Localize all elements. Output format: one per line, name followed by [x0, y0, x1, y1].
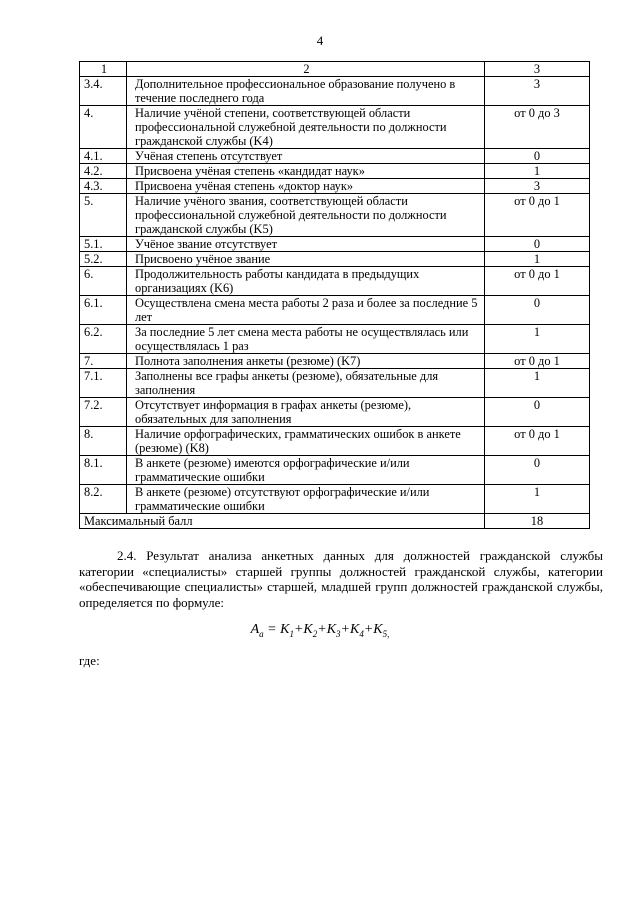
row-number: 6. [80, 267, 127, 296]
row-criterion: В анкете (резюме) имеются орфографические и/или грамматические ошибки [127, 456, 485, 485]
row-criterion: Продолжительность работы кандидата в предыдущих организациях (K6) [127, 267, 485, 296]
table-row [80, 296, 590, 325]
row-number: 8. [80, 427, 127, 456]
row-criterion: Наличие орфографических, грамматических ошибок в анкете (резюме) (K8) [127, 427, 485, 456]
formula: $A_a = K_1+K_2+K_3+K_4+K_{5,}$ [250, 622, 390, 639]
row-number: 4.2. [80, 164, 127, 179]
header-col-3: 3 [485, 62, 590, 77]
row-number: 7.2. [80, 398, 127, 427]
table-row [80, 427, 590, 456]
table-row [80, 267, 590, 296]
row-number: 7. [80, 354, 127, 369]
row-score: 1 [485, 325, 590, 354]
row-score: 0 [485, 456, 590, 485]
row-number: 8.1. [80, 456, 127, 485]
row-criterion: Заполнены все графы анкеты (резюме), обязательные для заполнения [127, 369, 485, 398]
row-criterion: Учёное звание отсутствует [127, 237, 485, 252]
row-score: 0 [485, 296, 590, 325]
row-number: 7.1. [80, 369, 127, 398]
row-score: 0 [485, 398, 590, 427]
row-number: 4.3. [80, 179, 127, 194]
page-number: 4 [316, 33, 324, 48]
row-score: 3 [485, 179, 590, 194]
row-criterion: Дополнительное профессиональное образование получено в течение последнего года [127, 77, 485, 106]
header-col-2: 2 [127, 62, 485, 77]
row-criterion: Присвоена учёная степень «доктор наук» [127, 179, 485, 194]
row-score: 0 [485, 149, 590, 164]
row-score: 1 [485, 164, 590, 179]
table-header-row [80, 62, 590, 77]
row-criterion: Учёная степень отсутствует [127, 149, 485, 164]
row-criterion: Отсутствует информация в графах анкеты (резюме), обязательных для заполнения [127, 398, 485, 427]
row-criterion: Полнота заполнения анкеты (резюме) (K7) [127, 354, 485, 369]
row-number: 5.2. [80, 252, 127, 267]
row-criterion: Осуществлена смена места работы 2 раза и более за последние 5 лет [127, 296, 485, 325]
table-row [80, 77, 590, 106]
table-row [80, 179, 590, 194]
table-row [80, 456, 590, 485]
row-score: от 0 до 1 [485, 267, 590, 296]
row-criterion: За последние 5 лет смена места работы не осуществлялась или осуществлялась 1 раз [127, 325, 485, 354]
row-score: от 0 до 1 [485, 194, 590, 237]
row-score: от 0 до 1 [485, 354, 590, 369]
row-criterion: В анкете (резюме) отсутствуют орфографические и/или грамматические ошибки [127, 485, 485, 514]
total-score: 18 [485, 514, 590, 529]
table-row [80, 325, 590, 354]
row-number: 8.2. [80, 485, 127, 514]
total-row [80, 514, 590, 529]
row-number: 6.1. [80, 296, 127, 325]
table-row [80, 252, 590, 267]
row-number: 5.1. [80, 237, 127, 252]
table-row [80, 354, 590, 369]
where-label: где: [79, 653, 100, 668]
row-score: 0 [485, 237, 590, 252]
row-criterion: Наличие учёной степени, соответствующей области профессиональной служебной деятельности по должности гражданской службы (K4) [127, 106, 485, 149]
row-number: 6.2. [80, 325, 127, 354]
table-row [80, 149, 590, 164]
criteria-table [79, 61, 590, 529]
row-number: 3.4. [80, 77, 127, 106]
row-score: 1 [485, 252, 590, 267]
row-score: 1 [485, 485, 590, 514]
row-criterion: Наличие учёного звания, соответствующей области профессиональной служебной деятельности по должности гражданской службы (K5) [127, 194, 485, 237]
row-number: 4. [80, 106, 127, 149]
row-score: от 0 до 1 [485, 427, 590, 456]
table-row [80, 369, 590, 398]
total-label: Максимальный балл [80, 514, 485, 529]
header-col-1: 1 [80, 62, 127, 77]
table-row [80, 237, 590, 252]
row-criterion: Присвоено учёное звание [127, 252, 485, 267]
row-criterion: Присвоена учёная степень «кандидат наук» [127, 164, 485, 179]
row-score: от 0 до 3 [485, 106, 590, 149]
row-number: 5. [80, 194, 127, 237]
table-row [80, 194, 590, 237]
row-number: 4.1. [80, 149, 127, 164]
table-row [80, 106, 590, 149]
table-row [80, 485, 590, 514]
paragraph-2-4: 2.4. Результат анализа анкетных данных для должностей гражданской службы категории «специалисты» старшей группы должностей гражданской службы, категории «обеспечивающие специалисты» старшей, младшей групп должностей гражданской службы, определяется по формуле: [79, 548, 603, 610]
row-score: 1 [485, 369, 590, 398]
table-row [80, 164, 590, 179]
row-score: 3 [485, 77, 590, 106]
table-row [80, 398, 590, 427]
